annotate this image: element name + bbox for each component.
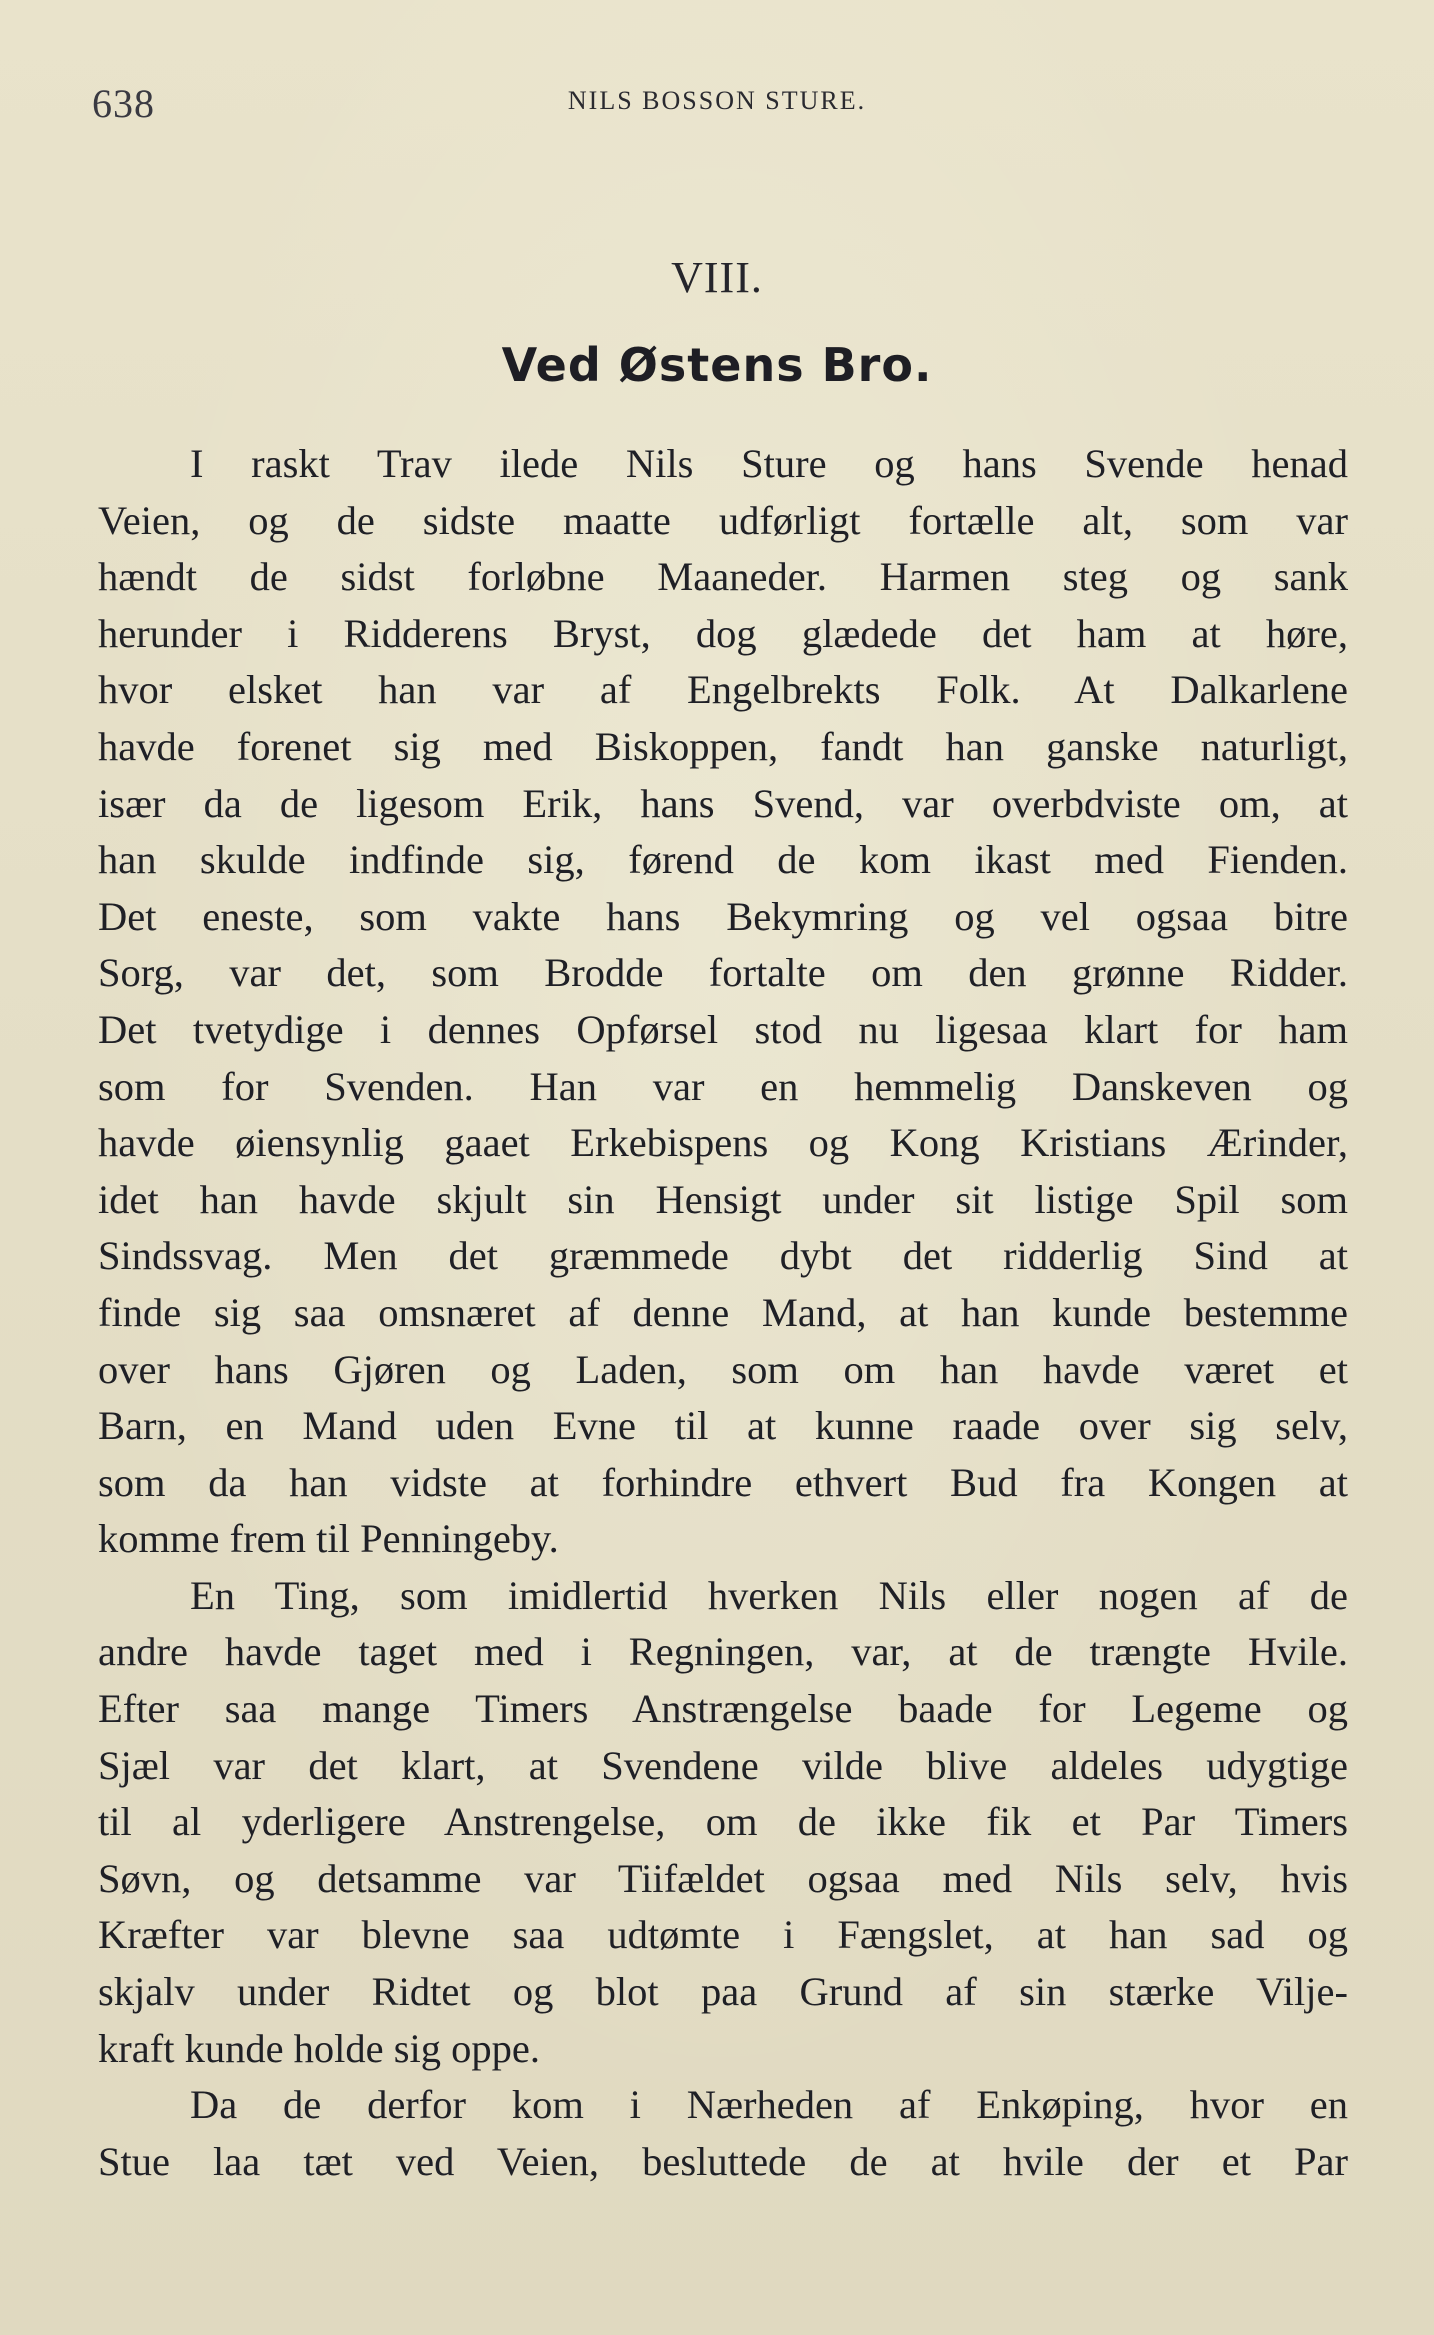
- text-line: Stue laa tæt ved Veien, besluttede de at hvile der et Par: [98, 2138, 1348, 2184]
- text-line: især da de ligesom Erik, hans Svend, var overbdviste om, at: [98, 780, 1348, 826]
- chapter-number: VIII.: [671, 253, 763, 302]
- text-line: han skulde indfinde sig, førend de kom ikast med Fienden.: [98, 837, 1348, 883]
- text-line: Da de derfor kom i Nærheden af Enkøping, hvor en: [190, 2082, 1348, 2128]
- text-line: hvor elsket han var af Engelbrekts Folk. At Dalkarlene: [98, 667, 1348, 713]
- text-line: Kræfter var blevne saa udtømte i Fængslet, at han sad og: [98, 1912, 1348, 1958]
- page-header: [0, 80, 1434, 140]
- text-line: over hans Gjøren og Laden, som om han havde været et: [98, 1346, 1348, 1392]
- text-line: som da han vidste at forhindre ethvert Bud fra Kongen at: [98, 1459, 1348, 1505]
- text-line: som for Svenden. Han var en hemmelig Danskeven og: [98, 1063, 1348, 1109]
- text-line: Veien, og de sidste maatte udførligt fortælle alt, som var: [98, 497, 1348, 543]
- text-line: skjalv under Ridtet og blot paa Grund af sin stærke Vilje-: [98, 1969, 1348, 2015]
- text-line: Sorg, var det, som Brodde fortalte om den grønne Ridder.: [98, 950, 1348, 996]
- page-number: 638: [92, 81, 155, 126]
- text-line: Det eneste, som vakte hans Bekymring og vel ogsaa bitre: [98, 893, 1348, 939]
- text-line: kraft kunde holde sig oppe.: [98, 2025, 541, 2071]
- running-title: NILS BOSSON STURE.: [567, 86, 867, 115]
- text-line: Søvn, og detsamme var Tiifældet ogsaa med Nils selv, hvis: [98, 1855, 1348, 1901]
- text-line: herunder i Ridderens Bryst, dog glædede det ham at høre,: [98, 610, 1348, 656]
- text-line: Sindssvag. Men det græmmede dybt det ridderlig Sind at: [98, 1233, 1348, 1279]
- text-line: til al yderligere Anstrengelse, om de ikke fik et Par Timers: [98, 1799, 1348, 1845]
- text-line: havde forenet sig med Biskoppen, fandt han ganske naturligt,: [98, 723, 1348, 769]
- text-line: Det tvetydige i dennes Opførsel stod nu ligesaa klart for ham: [98, 1006, 1348, 1052]
- text-line: Barn, en Mand uden Evne til at kunne raade over sig selv,: [98, 1403, 1348, 1449]
- text-line: andre havde taget med i Regningen, var, at de trængte Hvile.: [98, 1629, 1348, 1675]
- text-line: hændt de sidst forløbne Maaneder. Harmen steg og sank: [98, 554, 1348, 600]
- text-line: Efter saa mange Timers Anstrængelse baade for Legeme og: [98, 1686, 1348, 1732]
- text-line: finde sig saa omsnæret af denne Mand, at han kunde bestemme: [98, 1289, 1348, 1335]
- text-line: idet han havde skjult sin Hensigt under sit listige Spil som: [98, 1176, 1348, 1222]
- text-line: komme frem til Penningeby.: [98, 1516, 559, 1562]
- body-text: [98, 436, 1348, 2190]
- text-line: En Ting, som imidlertid hverken Nils eller nogen af de: [190, 1572, 1348, 1618]
- chapter-title: Ved Østens Bro.: [501, 338, 933, 392]
- text-line: Sjæl var det klart, at Svendene vilde blive aldeles udygtige: [98, 1742, 1348, 1788]
- text-line: havde øiensynlig gaaet Erkebispens og Kong Kristians Ærinder,: [98, 1120, 1348, 1166]
- text-line: I raskt Trav ilede Nils Sture og hans Svende henad: [190, 441, 1348, 486]
